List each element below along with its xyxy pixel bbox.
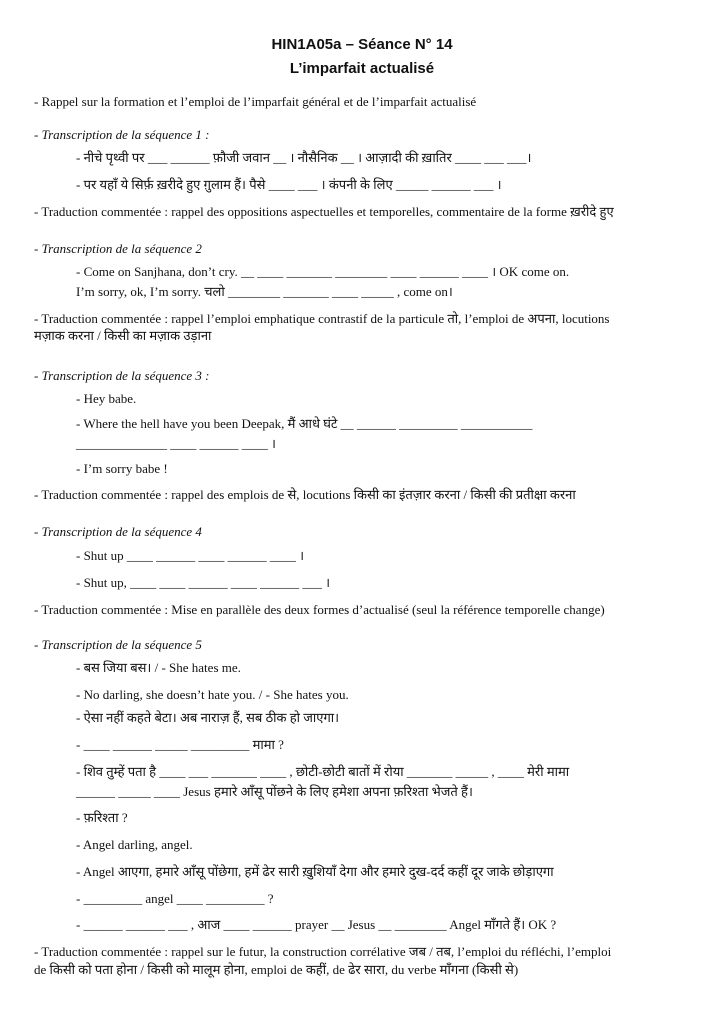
- seq1-line-1: - नीचे पृथ्वी पर ___ ______ फ़ौजी जवान __ । नौसैनिक __ । आज़ादी की ख़ातिर ____ ___ ___।: [76, 150, 532, 165]
- seq1-comment: - Traduction commentée : rappel des oppositions aspectuelles et temporelles, commentaire de la forme ख़रीदे हुए: [34, 204, 614, 219]
- seq5-line-10: - _________ angel ____ _________ ?: [76, 891, 274, 906]
- seq2-line-2: I’m sorry, ok, I’m sorry. चलो ________ _______ ____ _____ , come on।: [76, 284, 453, 299]
- seq4-line-2: - Shut up, ____ ____ ______ ____ ______ ___ ।: [76, 575, 331, 590]
- seq5-line-8: - Angel darling, angel.: [76, 837, 193, 852]
- seq3-line-2: - Where the hell have you been Deepak, मैं आधे घंटे __ ______ _________ ___________: [76, 416, 533, 431]
- document-subtitle: L’imparfait actualisé: [289, 60, 435, 77]
- seq2-comment-1: - Traduction commentée : rappel l’emploi emphatique contrastif de la particule तो, l’emploi de अपना, locutions: [34, 311, 610, 326]
- seq3-line-1: - Hey babe.: [76, 391, 137, 406]
- seq1-line-2: - पर यहाँ ये सिर्फ़ ख़रीदे हुए ग़ुलाम हैं। पैसे ____ ___ । कंपनी के लिए _____ ______ ___ ।: [76, 177, 502, 192]
- seq5-line-11: - ______ ______ ___ , आज ____ ______ prayer __ Jesus __ ________ Angel माँगते हैं। OK ?: [76, 917, 557, 932]
- seq4-line-1: - Shut up ____ ______ ____ ______ ____ ।: [76, 548, 305, 563]
- seq2-heading: - Transcription de la séquence 2: [34, 241, 202, 256]
- seq5-comment-1: - Traduction commentée : rappel sur le futur, la construction corrélative जब / तब, l’emploi du réfléchi, l’emploi: [34, 944, 612, 959]
- seq5-line-5: - शिव तुम्हें पता है ____ ___ _______ ____ , छोटी-छोटी बातों में रोया _______ _____ , ____ मेरी मामा: [76, 764, 570, 779]
- seq4-heading: - Transcription de la séquence 4: [34, 524, 202, 539]
- intro-line: - Rappel sur la formation et l’emploi de l’imparfait général et de l’imparfait actualisé: [34, 94, 477, 109]
- seq3-comment: - Traduction commentée : rappel des emplois de से, locutions किसी का इंतज़ार करना / किसी की प्रतीक्षा करना: [34, 487, 576, 502]
- seq4-comment: - Traduction commentée : Mise en parallèle des deux formes d’actualisé (seul la référence temporelle change): [34, 602, 605, 617]
- seq5-line-9: - Angel आएगा, हमारे आँसू पोंछेगा, हमें ढेर सारी ख़ुशियाँ देगा और हमारे दुख-दर्द कहीं दूर जाके छोड़ाएगा: [76, 864, 554, 879]
- seq5-line-2: - No darling, she doesn’t hate you. / - She hates you.: [76, 687, 349, 702]
- seq3-line-3: ______________ ____ ______ ____ ।: [76, 436, 276, 451]
- seq5-line-4: - ____ ______ _____ _________ मामा ?: [76, 737, 284, 752]
- seq2-line-1: - Come on Sanjhana, don’t cry. __ ____ _______ ________ ____ ______ ____ । OK come on.: [76, 264, 570, 279]
- seq5-comment-2: de किसी को पता होना / किसी को मालूम होना, emploi de कहीं, de ढेर सारा, du verbe माँगना (किसी से): [34, 962, 519, 977]
- seq5-line-7: - फ़रिश्ता ?: [76, 810, 128, 825]
- seq5-heading: - Transcription de la séquence 5: [34, 637, 202, 652]
- document-title: HIN1A05a – Séance N° 14: [271, 36, 453, 53]
- seq5-line-6: ______ _____ ____ Jesus हमारे आँसू पोंछने के लिए हमेशा अपना फ़रिश्ता भेजते हैं।: [76, 784, 473, 799]
- seq5-line-1: - बस जिया बस। / - She hates me.: [76, 660, 241, 675]
- seq1-heading: - Transcription de la séquence 1 :: [34, 127, 210, 142]
- seq5-line-3: - ऐसा नहीं कहते बेटा। अब नाराज़ हैं, सब ठीक हो जाएगा।: [76, 710, 340, 725]
- seq3-line-4: - I’m sorry babe !: [76, 461, 168, 476]
- seq3-heading: - Transcription de la séquence 3 :: [34, 368, 210, 383]
- seq2-comment-2: मज़ाक करना / किसी का मज़ाक उड़ाना: [34, 328, 212, 343]
